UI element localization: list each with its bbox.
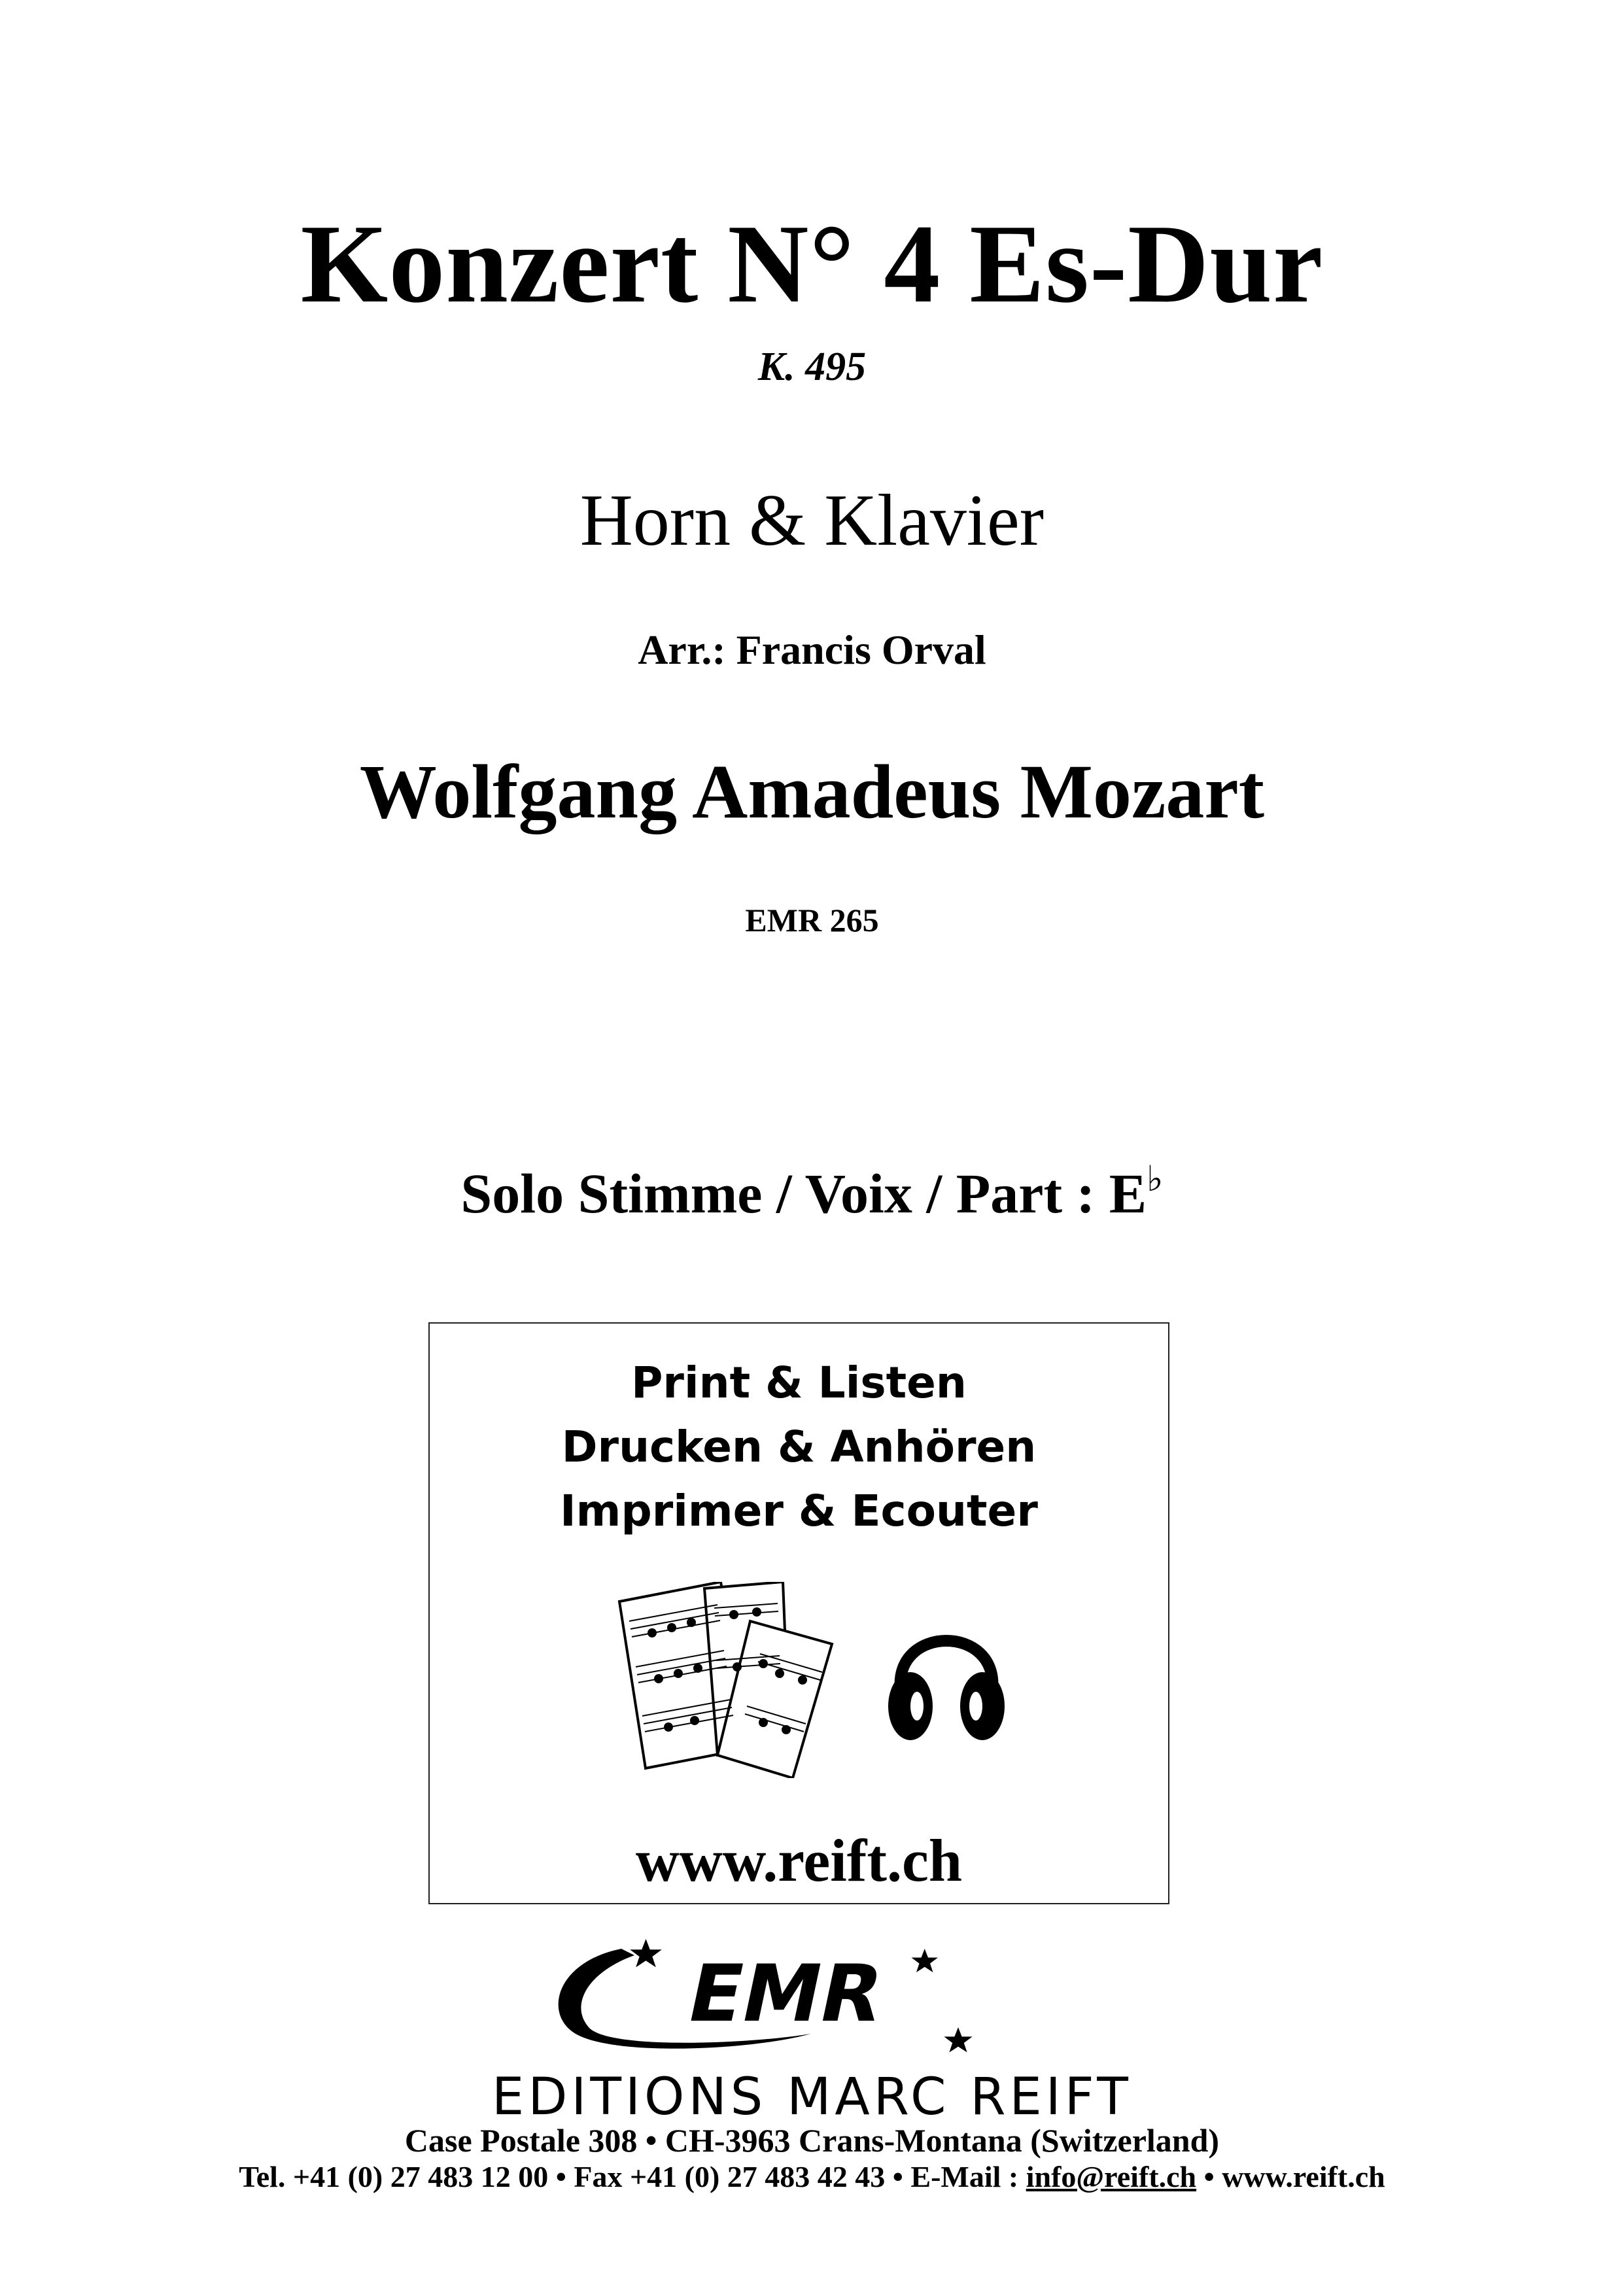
promo-line-french: Imprimer & Ecouter <box>560 1486 1038 1536</box>
promo-url[interactable]: www.reift.ch <box>635 1827 963 1894</box>
publisher-name: EDITIONS MARC REIFT <box>492 2068 1132 2127</box>
edition-code: EMR 265 <box>745 902 879 938</box>
part-label: Solo Stimme / Voix / Part : E <box>460 1162 1147 1225</box>
instrumentation: Horn & Klavier <box>579 480 1045 561</box>
flat-sign: ♭ <box>1147 1159 1164 1199</box>
arranger: Arr.: Francis Orval <box>638 626 986 673</box>
contact-website[interactable]: • www.reift.ch <box>1196 2160 1385 2193</box>
publisher-address: Case Postale 308 • CH-3963 Crans-Montana (Switzerland) <box>404 2122 1220 2159</box>
composer: Wolfgang Amadeus Mozart <box>359 749 1265 834</box>
headphones-icon <box>881 1598 1012 1749</box>
contact-phone-fax: Tel. +41 (0) 27 483 12 00 • Fax +41 (0) 27 483 42 43 • E-Mail : <box>239 2160 1026 2193</box>
promo-line-english: Print & Listen <box>631 1358 967 1408</box>
page-title: Konzert N° 4 Es-Dur <box>300 202 1324 326</box>
print-listen-box <box>428 1322 1169 1904</box>
emr-logo-icon <box>536 1936 1060 2060</box>
sheet-music-icon <box>606 1582 848 1778</box>
publisher-contact <box>0 2162 1624 2192</box>
emr-logo-text: EMR <box>680 1947 891 2040</box>
part-designation <box>0 1159 1624 1225</box>
catalog-number: K. 495 <box>757 345 867 389</box>
promo-line-german: Drucken & Anhören <box>561 1422 1037 1472</box>
email-link[interactable]: info@reift.ch <box>1026 2160 1197 2193</box>
